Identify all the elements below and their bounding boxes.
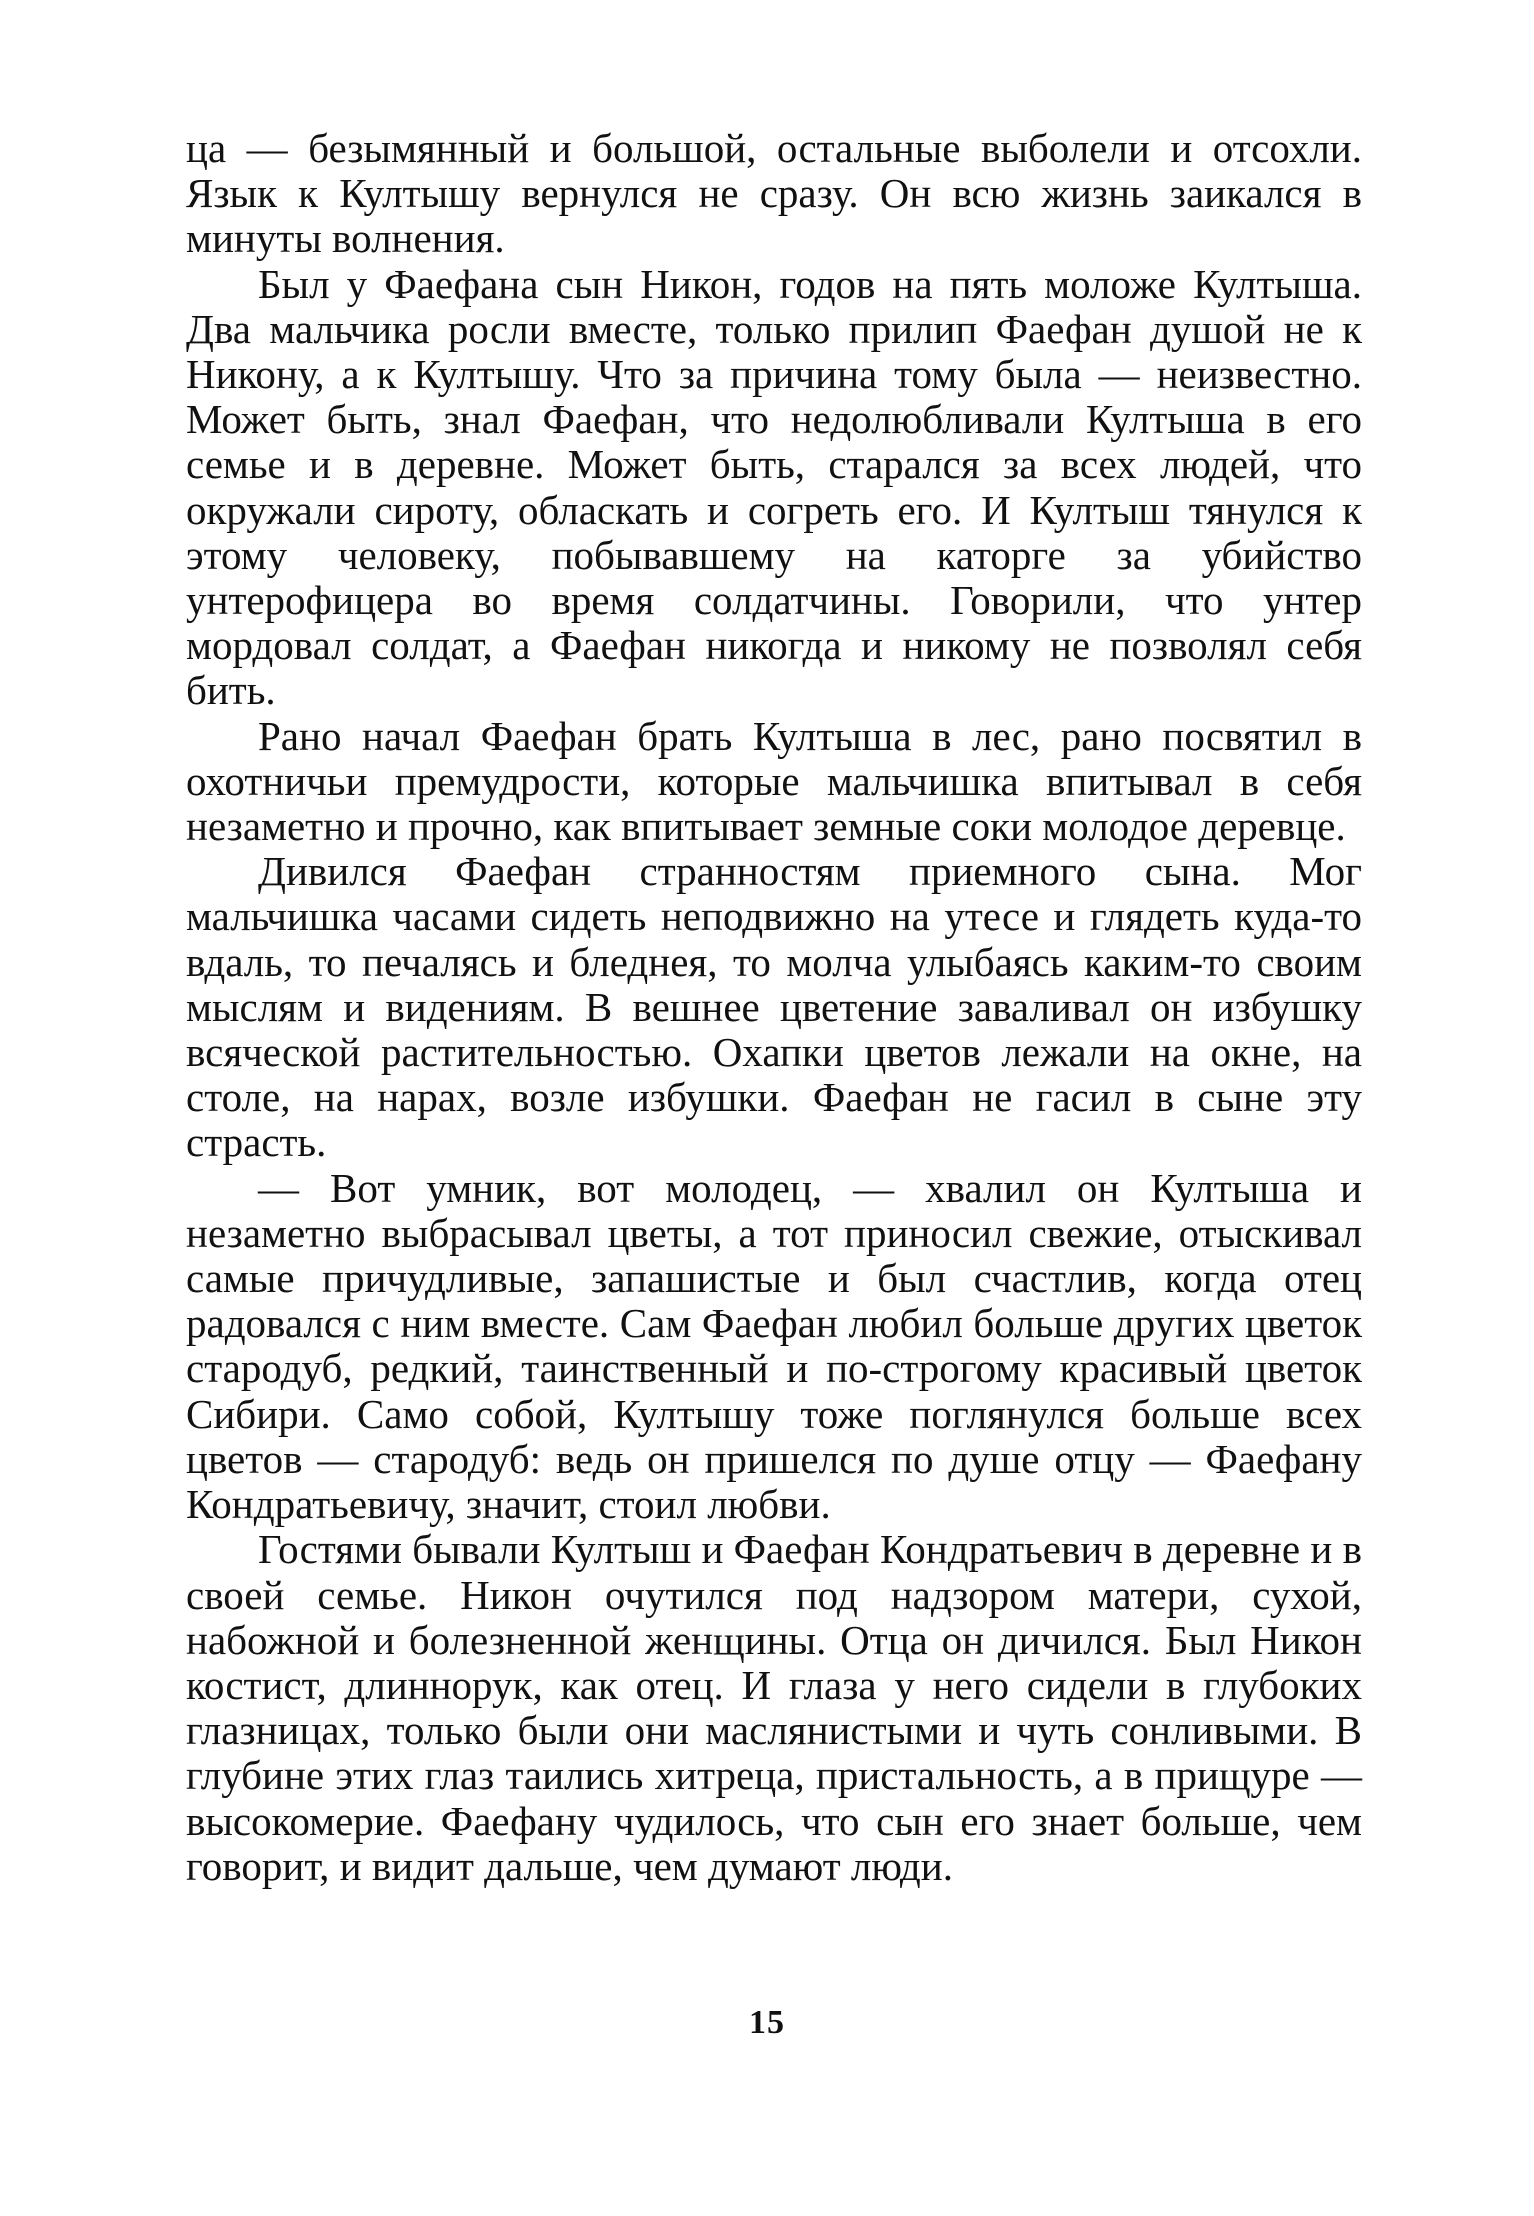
paragraph-6: Гостями бывали Култыш и Фаефан Кондратьевич в деревне и в своей семье. Никон очутился под надзором матери, сухой, набожной и болезненной женщины. Отца он дичился. Был Никон костист, длиннорук, как отец. И глаза у него сидели в глубоких глазницах, только были они маслянистыми и чуть сонливыми. В глубине этих глаз таились хитреца, пристальность, а в прищуре — высокомерие. Фаефану чудилось, что сын его знает больше, чем говорит, и видит дальше, чем думают люди. — [186, 1526, 1362, 1889]
paragraph-1: ца — безымянный и большой, остальные выболели и отсохли. Язык к Култышу вернулся не сразу. Он всю жизнь заикался в минуты волнения. — [186, 125, 1362, 262]
paragraph-5: — Вот умник, вот молодец, — хвалил он Култыша и незаметно выбрасывал цветы, а тот приносил свежие, отыскивал самые причудливые, запашистые и был счастлив, когда отец радовался с ним вместе. Сам Фаефан любил больше других цветок стародуб, редкий, таинственный и по-строгому красивый цветок Сибири. Само собой, Култышу тоже поглянулся больше всех цветов — стародуб: ведь он пришелся по душе отцу — Фаефану Кондратьевичу, значит, стоил любви. — [186, 1164, 1362, 1528]
page-number: 15 — [749, 2004, 785, 2041]
page-text — [186, 126, 1362, 1889]
paragraph-4: Дивился Фаефан странностям приемного сына. Мог мальчишка часами сидеть неподвижно на утесе и глядеть куда-то вдаль, то печалясь и бледнея, то молча улыбаясь каким-то своим мыслям и видениям. В вешнее цветение заваливал он избушку всяческой растительностью. Охапки цветов лежали на окне, на столе, на нарах, возле избушки. Фаефан не гасил в сыне эту страсть. — [186, 848, 1362, 1166]
paragraph-3: Рано начал Фаефан брать Култыша в лес, рано посвятил в охотничьи премудрости, которые мальчишка впитывал в себя незаметно и прочно, как впитывает земные соки молодое деревце. — [186, 712, 1362, 850]
paragraph-2: Был у Фаефана сын Никон, годов на пять моложе Култыша. Два мальчика росли вместе, только прилип Фаефан душой не к Никону, а к Култышу. Что за причина тому была — неизвестно. Может быть, знал Фаефан, что недолюбливали Култыша в его семье и в деревне. Может быть, старался за всех людей, что окружали сироту, обласкать и согреть его. И Култыш тянулся к этому человеку, побывавшему на каторге за убийство унтерофицера во время солдатчины. Говорили, что унтер мордовал солдат, а Фаефан никогда и никому не позволял себя бить. — [186, 260, 1362, 714]
